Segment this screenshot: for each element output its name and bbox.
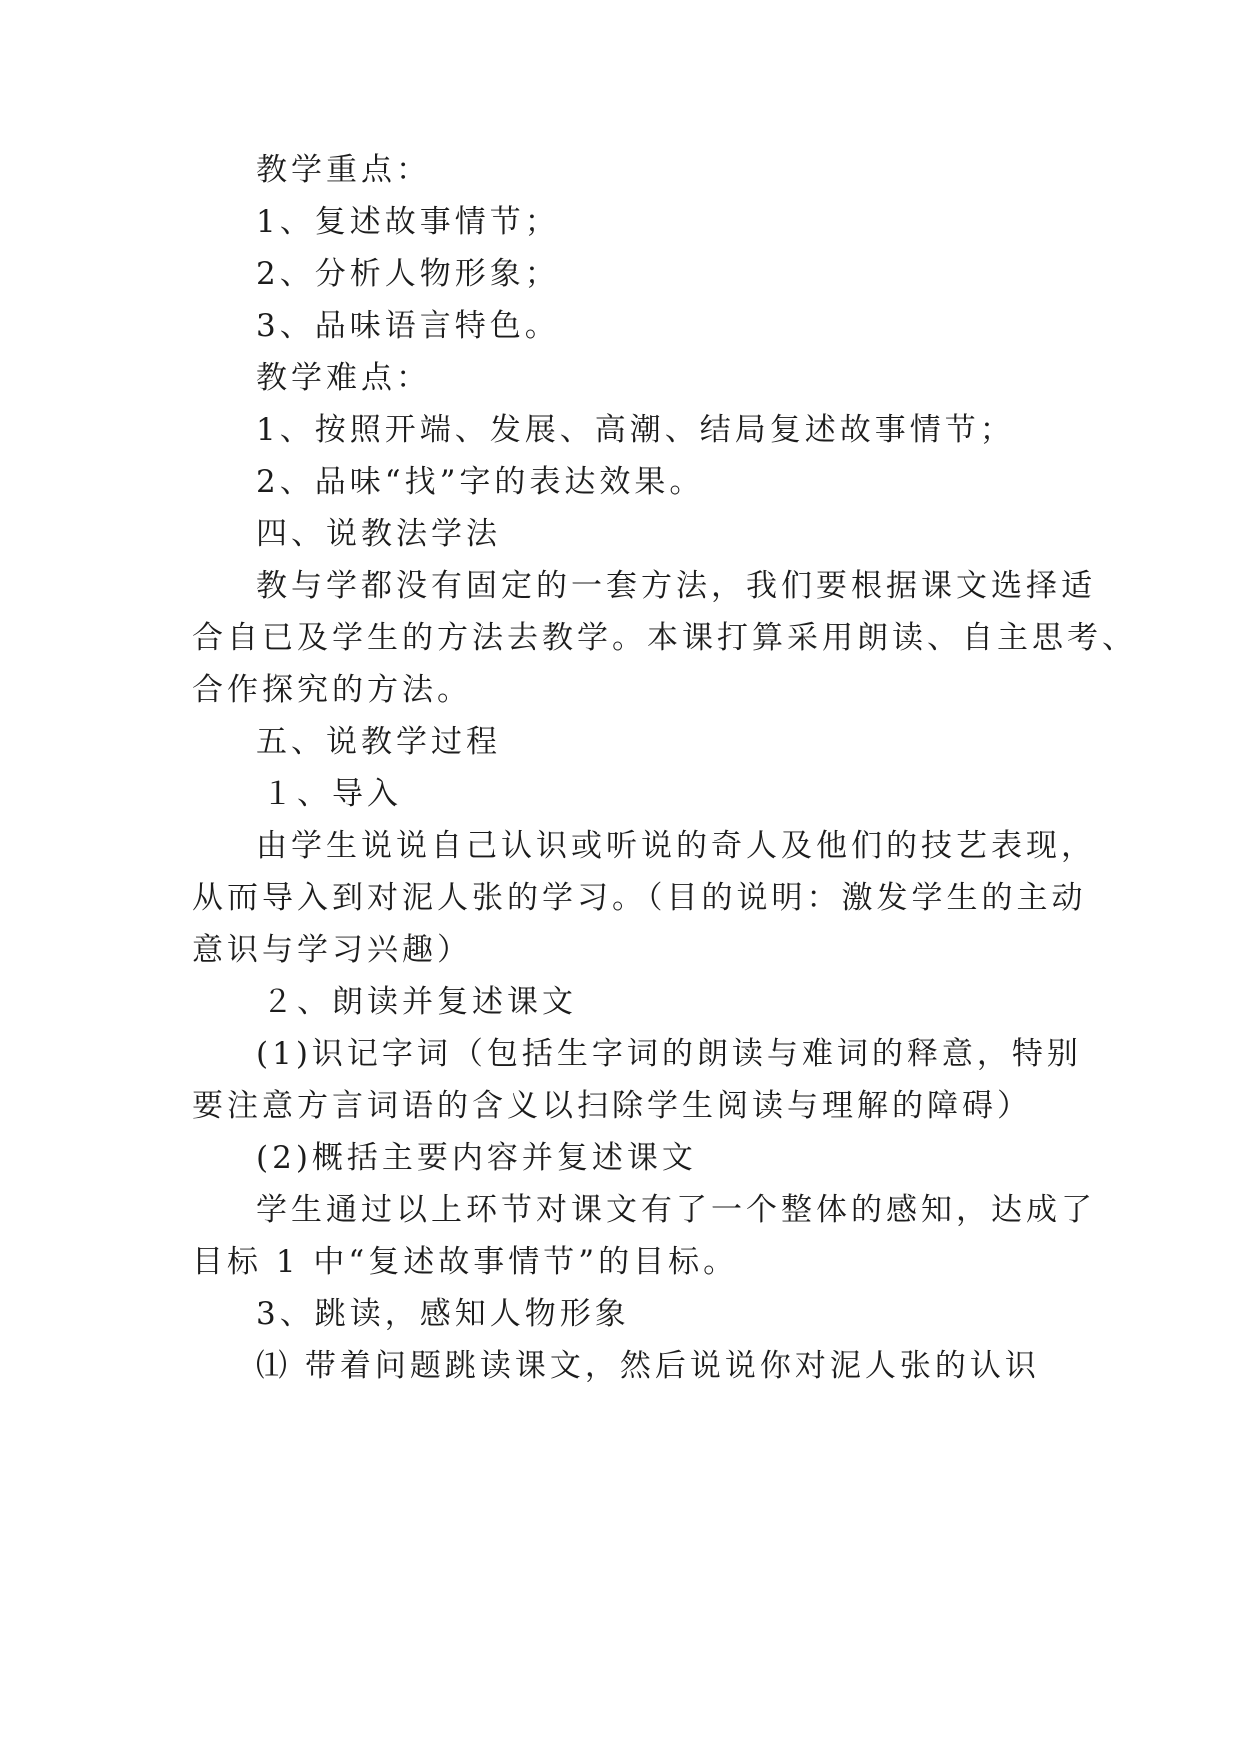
heading-teaching-focus: 教学重点： (256, 152, 431, 188)
focus-item-2: 2、分析人物形象； (256, 256, 560, 292)
paragraph-line: 教与学都没有固定的一套方法，我们要根据课文选择适 (256, 568, 1096, 604)
difficulty-item-2: 2、品味“找”字的表达效果。 (256, 464, 705, 500)
paragraph-line: 合作探究的方法。 (192, 672, 472, 708)
paragraph-line: ⑴ 带着问题跳读课文，然后说说你对泥人张的认识 (256, 1348, 1040, 1384)
section-heading-5: 五、说教学过程 (256, 724, 501, 760)
subheading-2: ２、朗读并复述课文 (262, 984, 577, 1020)
heading-teaching-difficulty: 教学难点： (256, 360, 431, 396)
paragraph-line: 学生通过以上环节对课文有了一个整体的感知，达成了 (256, 1192, 1096, 1228)
focus-item-3: 3、品味语言特色。 (256, 308, 560, 344)
subheading-3: 3、跳读，感知人物形象 (256, 1296, 630, 1332)
subheading-1: １、导入 (262, 776, 402, 812)
focus-item-1: 1、复述故事情节； (256, 204, 560, 240)
paragraph-line: 从而导入到对泥人张的学习。（目的说明：激发学生的主动 (192, 880, 1087, 916)
paragraph-line: 目标 1 中“复述故事情节”的目标。 (192, 1244, 739, 1280)
paragraph-line: 意识与学习兴趣） (192, 932, 472, 968)
difficulty-item-1: 1、按照开端、发展、高潮、结局复述故事情节； (256, 412, 1015, 448)
paragraph-line: 合自已及学生的方法去教学。本课打算采用朗读、自主思考、 (192, 620, 1137, 656)
paragraph-line: 要注意方言词语的含义以扫除学生阅读与理解的障碍） (192, 1088, 1032, 1124)
paragraph-line: (1)识记字词（包括生字词的朗读与难词的释意，特别 (256, 1036, 1082, 1072)
paragraph-line: (2)概括主要内容并复述课文 (256, 1140, 697, 1176)
paragraph-line: 由学生说说自己认识或听说的奇人及他们的技艺表现， (256, 828, 1096, 864)
section-heading-4: 四、说教法学法 (256, 516, 501, 552)
